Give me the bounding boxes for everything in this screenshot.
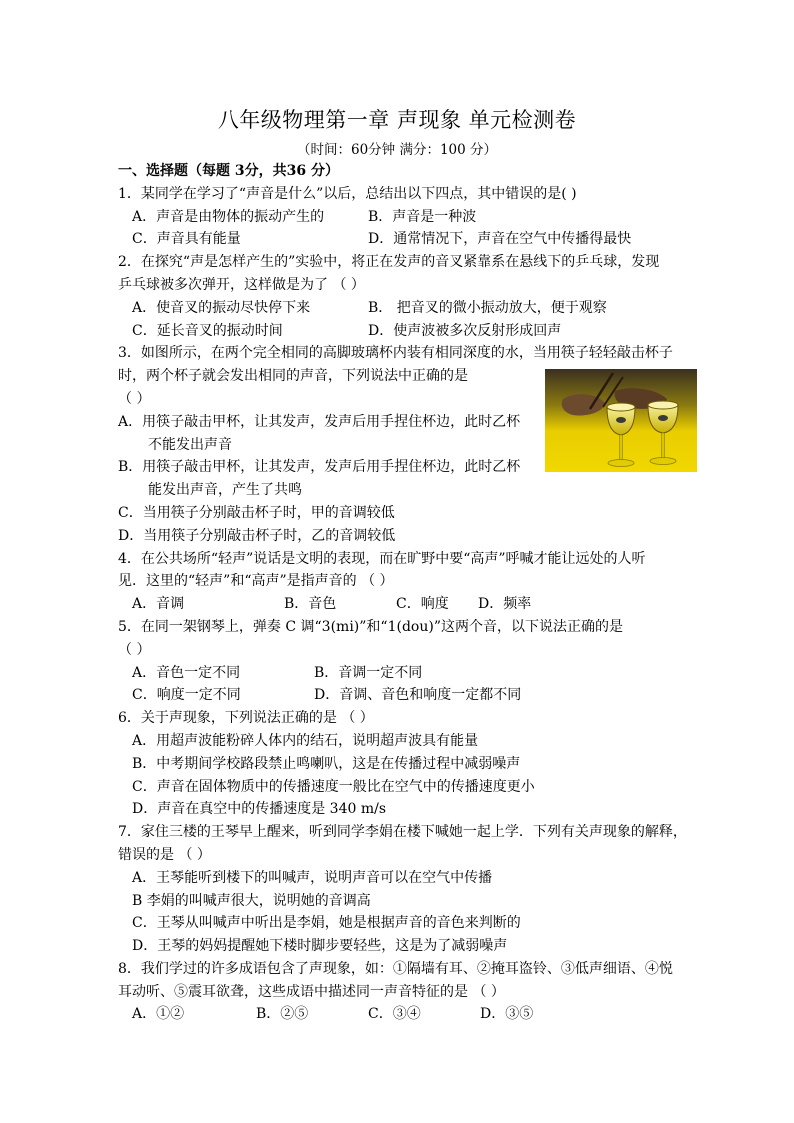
option-a: A．用超声波能粉碎人体内的结石，说明超声波具有能量 <box>132 732 479 749</box>
question-4-stem-line1: 4．在公共场所“轻声”说话是文明的表现，而在旷野中要“高声”呼喊才能让远处的人听 <box>118 550 646 567</box>
question-8-stem-line2: 耳动听、⑤震耳欲聋，这些成语中描述同一声音特征的是 （ ） <box>118 983 505 1000</box>
option-a: A．音色一定不同 <box>132 664 241 681</box>
option-c: C．响度 <box>396 596 449 613</box>
option-b: B． 把音叉的微小振动放大，便于观察 <box>368 299 607 316</box>
option-b: B．②⑤ <box>256 1006 309 1023</box>
option-a: A．使音叉的振动尽快停下来 <box>132 299 311 316</box>
question-6-stem: 6．关于声现象，下列说法正确的是 （ ） <box>118 710 374 727</box>
exam-info: （时间：60分钟 满分：100 分） <box>296 142 498 158</box>
page-title: 八年级物理第一章 声现象 单元检测卷 <box>217 108 577 132</box>
option-b: B．音调一定不同 <box>314 664 423 681</box>
option-d: D．通常情况下，声音在空气中传播得最快 <box>368 231 632 248</box>
question-5-options-row1 <box>118 662 678 685</box>
question-3-stem-line1: 3．如图所示，在两个完全相同的高脚玻璃杯内装有相同深度的水，当用筷子轻轻敲击杯子 <box>118 345 673 362</box>
option-d: D．王琴的妈妈提醒她下楼时脚步要轻些，这是为了减弱噪声 <box>132 938 508 955</box>
option-b: B 李娟的叫喊声很大，说明她的音调高 <box>132 892 371 909</box>
question-1-options-row1 <box>118 206 678 229</box>
option-d: D．声音在真空中的传播速度是 340 m/s <box>132 801 387 818</box>
option-b: B．用筷子敲击甲杯，让其发声，发声后用手捏住杯边，此时乙杯 <box>118 459 521 476</box>
question-8-options <box>118 1003 678 1026</box>
option-c: C．延长音叉的振动时间 <box>132 322 283 339</box>
option-d: D．③⑤ <box>480 1006 534 1023</box>
section-heading: 一、选择题（每题 3分，共36 分） <box>118 163 339 179</box>
question-2-stem-line2: 乒乓球被多次弹开，这样做是为了 （ ） <box>118 276 365 293</box>
question-4-options <box>118 593 678 616</box>
question-list <box>118 160 687 1026</box>
option-b: B．中考期间学校路段禁止鸣喇叭，这是在传播过程中减弱噪声 <box>132 755 521 772</box>
wine-glasses-illustration <box>545 369 697 472</box>
question-2-options-row1 <box>118 297 678 320</box>
question-7-stem-line2: 错误的是 （ ） <box>118 846 211 863</box>
option-c: C．③④ <box>368 1006 421 1023</box>
option-b: B．音色 <box>284 596 337 613</box>
option-a: A．声音是由物体的振动产生的 <box>132 208 325 225</box>
question-5-stem-line2: （ ） <box>118 641 151 658</box>
question-4-stem-line2: 见．这里的“轻声”和“高声”是指声音的 （ ） <box>118 573 394 590</box>
question-3-stem-line3: （ ） <box>118 390 151 407</box>
question-2-options-row2 <box>118 320 678 343</box>
wine-glasses-photo <box>545 369 697 472</box>
option-a: A．王琴能听到楼下的叫喊声，说明声音可以在空气中传播 <box>132 869 493 886</box>
option-c: C．声音在固体物质中的传播速度一般比在空气中的传播速度更小 <box>132 778 535 795</box>
option-d: D．当用筷子分别敲击杯子时，乙的音调较低 <box>118 527 396 544</box>
question-1-stem: 1．某同学在学习了“声音是什么”以后，总结出以下四点，其中错误的是( ) <box>118 185 577 202</box>
option-a-continued: 不能发出声音 <box>148 436 232 453</box>
option-b: B．声音是一种波 <box>368 208 477 225</box>
option-c: C．王琴从叫喊声中听出是李娟，她是根据声音的音色来判断的 <box>132 915 521 932</box>
option-c: C．响度一定不同 <box>132 687 241 704</box>
option-c: C．声音具有能量 <box>132 231 241 248</box>
question-7-stem-line1: 7．家住三楼的王琴早上醒来，听到同学李娟在楼下喊她一起上学．下列有关声现象的解释， <box>118 824 687 841</box>
option-b-continued: 能发出声音，产生了共鸣 <box>148 482 302 499</box>
question-3-stem-line2: 时，两个杯子就会发出相同的声音，下列说法中正确的是 <box>118 368 468 385</box>
question-2-stem-line1: 2．在探究“声是怎样产生的”实验中，将正在发声的音叉紧靠系在悬线下的乒乓球，发现 <box>118 254 660 271</box>
question-5-stem-line1: 5．在同一架钢琴上，弹奏 C 调“3(mi)”和“1(dou)”这两个音，以下说法正确的是 <box>118 618 623 635</box>
question-8-stem-line1: 8．我们学过的许多成语包含了声现象，如：①隔墙有耳、②掩耳盗铃、③低声细语、④悦 <box>118 960 673 977</box>
option-c: C．当用筷子分别敲击杯子时，甲的音调较低 <box>118 504 395 521</box>
option-d: D．频率 <box>478 596 532 613</box>
question-1-options-row2 <box>118 228 678 251</box>
option-a: A．音调 <box>132 596 185 613</box>
question-5-options-row2 <box>118 684 678 707</box>
option-a: A．①② <box>132 1006 185 1023</box>
option-d: D．音调、音色和响度一定都不同 <box>314 687 522 704</box>
option-d: D．使声波被多次反射形成回声 <box>368 322 562 339</box>
option-a: A．用筷子敲击甲杯，让其发声，发声后用手捏住杯边，此时乙杯 <box>118 413 521 430</box>
